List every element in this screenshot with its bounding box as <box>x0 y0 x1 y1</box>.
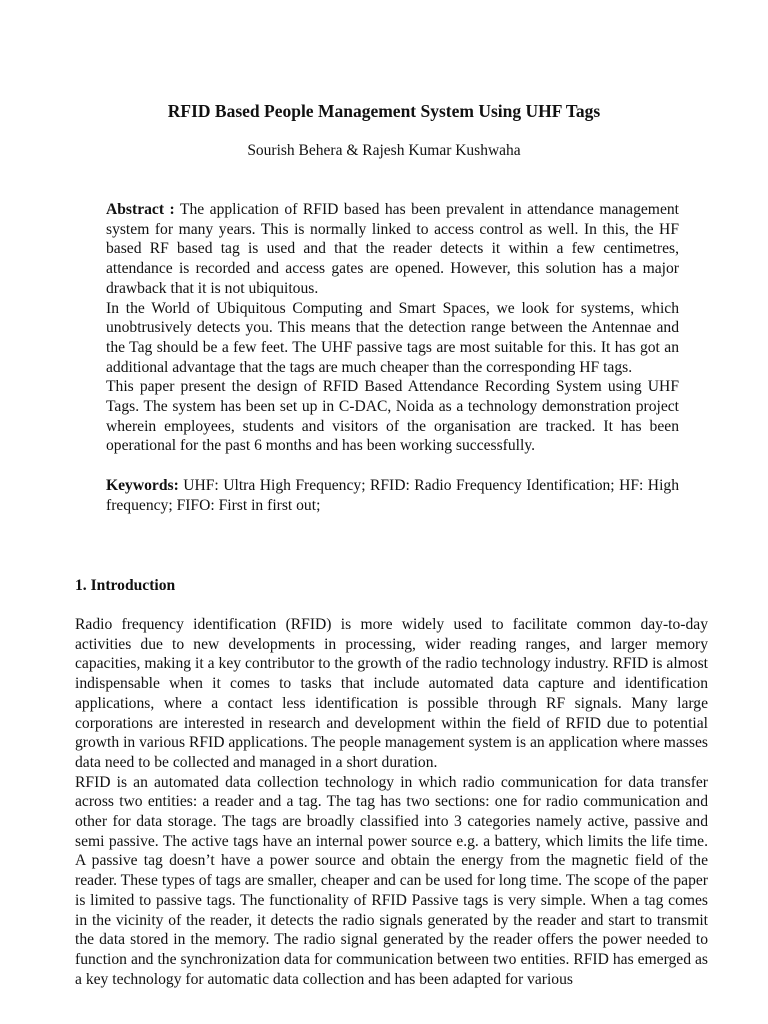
spacer <box>106 456 679 476</box>
abstract-paragraph-1 <box>106 200 679 299</box>
keywords-label: Keywords: <box>106 476 179 494</box>
abstract-paragraph-2: In the World of Ubiquitous Computing and Smart Spaces, we look for systems, which unobtrusively detects you. This means that the detection range between the Antennae and the Tag should be a few feet. The UHF passive tags are most suitable for this. It has got an additional advantage that the tags are much cheaper than the corresponding HF tags. <box>106 299 679 376</box>
paper-title: RFID Based People Management System Using UHF Tags <box>167 101 601 121</box>
section-heading-introduction: 1. Introduction <box>75 577 176 594</box>
paper-authors: Sourish Behera & Rajesh Kumar Kushwaha <box>247 142 521 159</box>
abstract-section <box>106 200 679 515</box>
introduction-paragraph-2: RFID is an automated data collection technology in which radio communication for data transfer across two entities: a reader and a tag. The tag has two sections: one for radio communication and other for data storage. The tags are broadly classified into 3 categories namely active, passive and semi passive. The active tags have an internal power source e.g. a battery, which limits the life time. A passive tag doesn’t have a power source and obtain the energy from the magnetic field of the reader. These types of tags are smaller, cheaper and can be used for long time. The scope of the paper is limited to passive tags. The functionality of RFID Passive tags is very simple. When a tag comes in the vicinity of the reader, it detects the radio signals generated by the reader and start to transmit the data stored in the memory. The radio signal generated by the reader offers the power needed to function and the synchronization data for communication between two entities. RFID has emerged as a key technology for automatic data collection and has been adapted for various <box>75 773 708 988</box>
abstract-text-1: The application of RFID based has been prevalent in attendance management system for many years. This is normally linked to access control as well. In this, the HF based RF based tag is used and that the reader detects it within a few centimetres, attendance is recorded and access gates are opened. However, this solution has a major drawback that it is not ubiquitous. <box>106 201 679 297</box>
introduction-paragraph-1: Radio frequency identification (RFID) is more widely used to facilitate common day-to-day activities due to new developments in processing, wider reading ranges, and larger memory capacities, making it a key contributor to the growth of the radio technology industry. RFID is almost indispensable when it comes to tasks that include automated data capture and identification applications, where a contact less identification is possible through RF signals. Many large corporations are interested in research and development within the field of RFID due to potential growth in various RFID applications. The people management system is an application where masses data need to be collected and managed in a short duration. <box>75 616 708 771</box>
introduction-section <box>75 615 708 989</box>
keywords-paragraph <box>106 476 679 515</box>
keywords-text: UHF: Ultra High Frequency; RFID: Radio Frequency Identification; HF: High frequency; FIFO: First in first out; <box>106 476 679 514</box>
abstract-paragraph-3: This paper present the design of RFID Based Attendance Recording System using UHF Tags. The system has been set up in C-DAC, Noida as a technology demonstration project wherein employees, students and visitors of the organisation are tracked. It has been operational for the past 6 months and has been working successfully. <box>106 378 679 455</box>
abstract-label: Abstract : <box>106 201 175 218</box>
